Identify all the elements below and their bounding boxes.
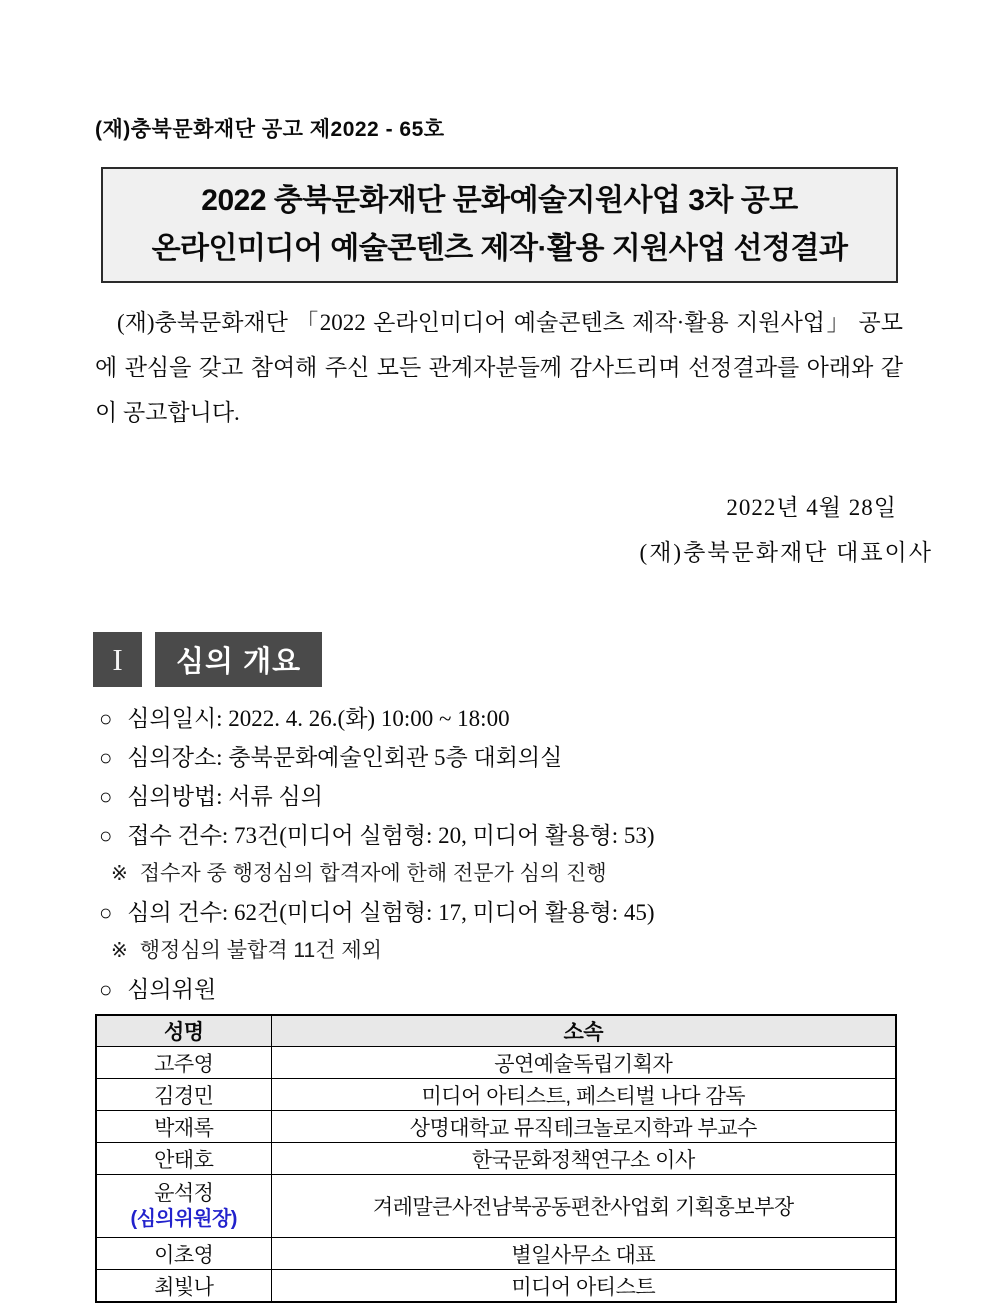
table-row (96, 1047, 896, 1079)
reference-mark-icon: ※ (111, 940, 128, 962)
list-item-review-method (99, 777, 909, 816)
committee-table (95, 1014, 897, 1303)
list-item-review-place (99, 738, 909, 777)
section-title: 심의 개요 (155, 632, 322, 687)
member-name: 박재록 (96, 1111, 271, 1143)
list-item-text: 심의장소: 충북문화예술인회관 5층 대회의실 (127, 745, 563, 770)
list-item-committee (99, 970, 909, 1009)
list-item-review-count (99, 893, 909, 932)
table-row (96, 1079, 896, 1111)
list-note-admin-pass (99, 855, 909, 893)
title-line-1: 2022 충북문화재단 문화예술지원사업 3차 공모 (201, 184, 798, 217)
member-affiliation: 상명대학교 뮤직테크놀로지학과 부교수 (271, 1111, 896, 1143)
list-note-text: 행정심의 불합격 11건 제외 (139, 939, 382, 962)
circle-bullet-icon: ○ (99, 977, 113, 1002)
member-name: 최빛나 (96, 1270, 271, 1303)
member-name-text: 윤석정 (154, 1182, 214, 1205)
overview-list (99, 699, 909, 1009)
circle-bullet-icon: ○ (99, 706, 113, 731)
circle-bullet-icon: ○ (99, 900, 113, 925)
member-affiliation: 미디어 아티스트 (271, 1270, 896, 1303)
circle-bullet-icon: ○ (99, 745, 113, 770)
table-header-row (96, 1015, 896, 1047)
list-item-application-count (99, 816, 909, 855)
member-affiliation: 공연예술독립기획자 (271, 1047, 896, 1079)
member-affiliation: 별일사무소 대표 (271, 1238, 896, 1270)
reference-mark-icon: ※ (111, 863, 128, 885)
list-item-text: 심의일시: 2022. 4. 26.(화) 10:00 ~ 18:00 (127, 706, 510, 731)
intro-paragraph: (재)충북문화재단 「2022 온라인미디어 예술콘텐츠 제작·활용 지원사업」 공모에 관심을 갖고 참여해 주신 모든 관계자분들께 감사드리며 선정결과를 아래와 같이 공고합니다. (95, 310, 903, 425)
announcement-title-box (101, 167, 898, 283)
member-name: 이초영 (96, 1238, 271, 1270)
announcement-date: 2022년 4월 28일 (726, 495, 897, 520)
circle-bullet-icon: ○ (99, 823, 113, 848)
table-row (96, 1111, 896, 1143)
list-item-review-datetime (99, 699, 909, 738)
circle-bullet-icon: ○ (99, 784, 113, 809)
table-row-chairperson (96, 1175, 896, 1238)
section-header (93, 632, 322, 687)
list-note-text: 접수자 중 행정심의 합격자에 한해 전문가 심의 진행 (139, 862, 607, 885)
list-note-admin-fail (99, 932, 909, 970)
list-item-text: 심의 건수: 62건(미디어 실험형: 17, 미디어 활용형: 45) (127, 900, 655, 925)
column-header-affiliation: 소속 (271, 1015, 896, 1047)
list-item-text: 심의방법: 서류 심의 (127, 784, 323, 809)
title-line-2: 온라인미디어 예술콘텐츠 제작·활용 지원사업 선정결과 (151, 232, 848, 265)
column-header-name: 성명 (96, 1015, 271, 1047)
member-affiliation: 한국문화정책연구소 이사 (271, 1143, 896, 1175)
notice-number: (재)충북문화재단 공고 제2022 - 65호 (95, 118, 445, 141)
list-item-text: 접수 건수: 73건(미디어 실험형: 20, 미디어 활용형: 53) (127, 823, 655, 848)
signature-line: (재)충북문화재단 대표이사 (639, 540, 933, 565)
table-row (96, 1270, 896, 1303)
member-name: 김경민 (96, 1079, 271, 1111)
list-item-text: 심의위원 (127, 977, 217, 1002)
section-numeral: I (93, 632, 142, 687)
chairperson-label: (심의위원장) (130, 1208, 237, 1230)
table-row (96, 1143, 896, 1175)
table-row (96, 1238, 896, 1270)
member-affiliation: 미디어 아티스트, 페스티벌 나다 감독 (271, 1079, 896, 1111)
member-name (96, 1175, 271, 1238)
member-name: 안태호 (96, 1143, 271, 1175)
member-name: 고주영 (96, 1047, 271, 1079)
member-affiliation: 겨레말큰사전남북공동편찬사업회 기획홍보부장 (271, 1175, 896, 1238)
